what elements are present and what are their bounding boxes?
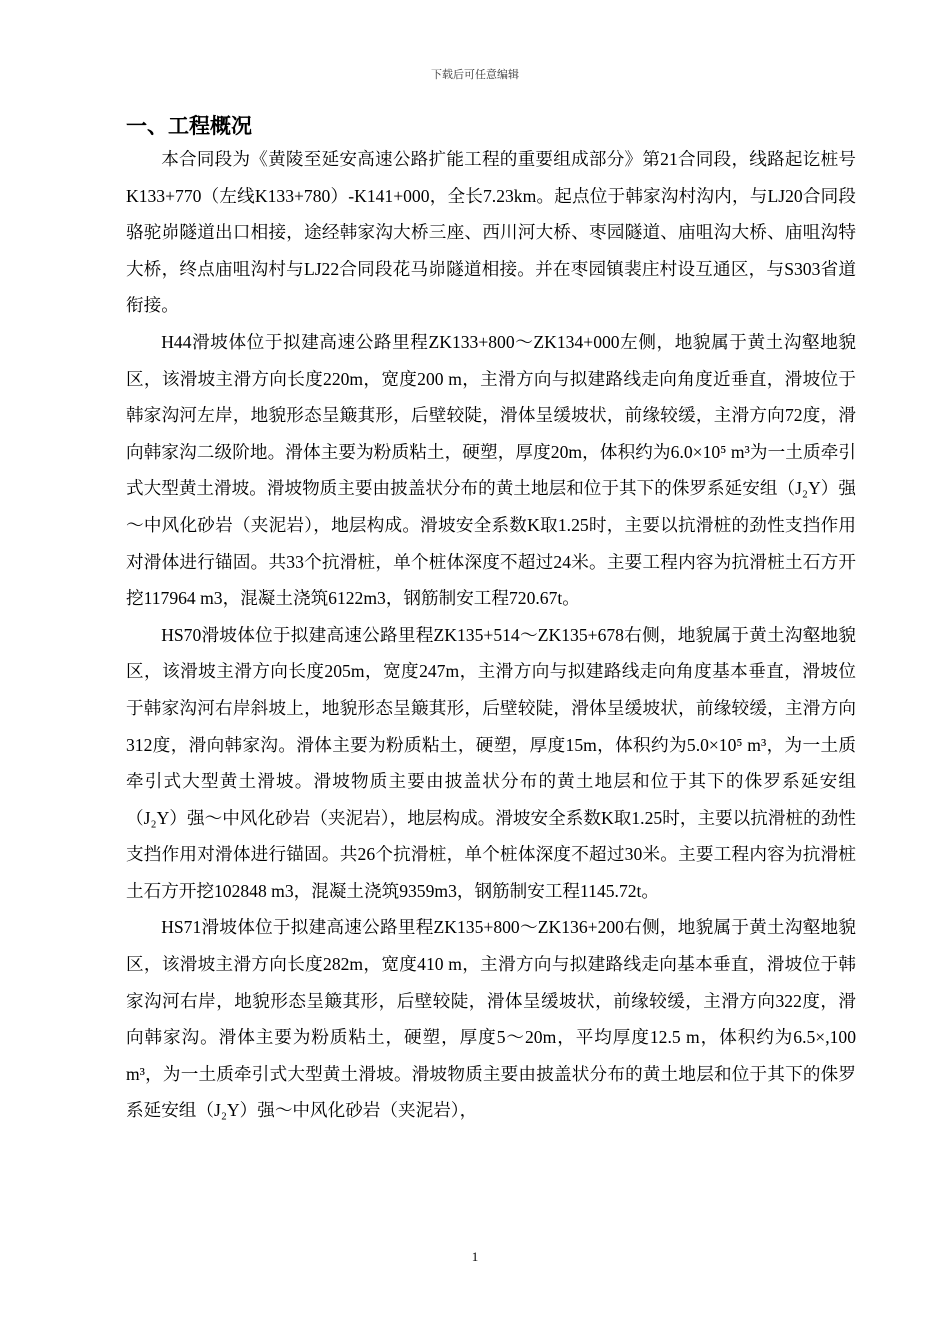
page-number: 1 (471, 1249, 479, 1264)
section-title: 一、工程概况 (126, 114, 252, 138)
body-text (126, 141, 856, 1129)
paragraph-h44: H44滑坡体位于拟建高速公路里程ZK133+800～ZK134+000左侧，地貌属于黄土沟壑地貌区，该滑坡主滑方向长度220m，宽度200 m，主滑方向与拟建路线走向角度近垂直，滑坡位于韩家沟河左岸，地貌形态呈簸萁形，后壁较陡，滑体呈缓坡状，前缘较缓，主滑方向72度，滑向韩家沟二级阶地。滑体主要为粉质粘土，硬塑，厚度20m，体积约为6.0×10⁵ m³为一土质牵引式大型黄土滑坡。滑坡物质主要由披盖状分布的黄土地层和位于其下的侏罗系延安组（J₂Y）强～中风化砂岩（夹泥岩），地层构成。滑坡安全系数K取1.25时，主要以抗滑桩的劲性支挡作用对滑体进行锚固。共33个抗滑桩，单个桩体深度不超过24米。主要工程内容为抗滑桩土石方开挖117964 m3，混凝土浇筑6122m3，钢筋制安工程720.67t。 (126, 331, 856, 609)
paragraph-overview: 本合同段为《黄陵至延安高速公路扩能工程的重要组成部分》第21合同段，线路起讫桩号K133+770（左线K133+780）-K141+000，全长7.23km。起点位于韩家沟村沟内，与LJ20合同段骆驼峁隧道出口相接，途经韩家沟大桥三座、西川河大桥、枣园隧道、庙咀沟大桥、庙咀沟特大桥，终点庙咀沟村与LJ22合同段花马峁隧道相接。并在枣园镇裴庄村设互通区，与S303省道衔接。 (126, 149, 856, 316)
paragraph-hs71: HS71滑坡体位于拟建高速公路里程ZK135+800～ZK136+200右侧，地貌属于黄土沟壑地貌区，该滑坡主滑方向长度282m，宽度410 m，主滑方向与拟建路线走向基本垂直，滑坡位于韩家沟河右岸，地貌形态呈簸萁形，后壁较陡，滑体呈缓坡状，前缘较缓，主滑方向322度，滑向韩家沟。滑体主要为粉质粘土，硬塑，厚度5～20m，平均厚度12.5 m，体积约为6.5×,100 m³，为一土质牵引式大型黄土滑坡。滑坡物质主要由披盖状分布的黄土地层和位于其下的侏罗系延安组（J₂Y）强～中风化砂岩（夹泥岩）， (126, 917, 856, 1121)
paragraph-hs70: HS70滑坡体位于拟建高速公路里程ZK135+514～ZK135+678右侧，地貌属于黄土沟壑地貌区，该滑坡主滑方向长度205m，宽度247m，主滑方向与拟建路线走向角度基本垂直，滑坡位于韩家沟河右岸斜坡上，地貌形态呈簸萁形，后壁较陡，滑体呈缓坡状，前缘较缓，主滑方向312度，滑向韩家沟。滑体主要为粉质粘土，硬塑，厚度15m，体积约为5.0×10⁵ m³，为一土质牵引式大型黄土滑坡。滑坡物质主要由披盖状分布的黄土地层和位于其下的侏罗系延安组（J₂Y）强～中风化砂岩（夹泥岩），地层构成。滑坡安全系数K取1.25时，主要以抗滑桩的劲性支挡作用对滑体进行锚固。共26个抗滑桩，单个桩体深度不超过30米。主要工程内容为抗滑桩土石方开挖102848 m3，混凝土浇筑9359m3，钢筋制安工程1145.72t。 (126, 624, 856, 901)
page-header: 下载后可任意编辑 (431, 68, 519, 81)
